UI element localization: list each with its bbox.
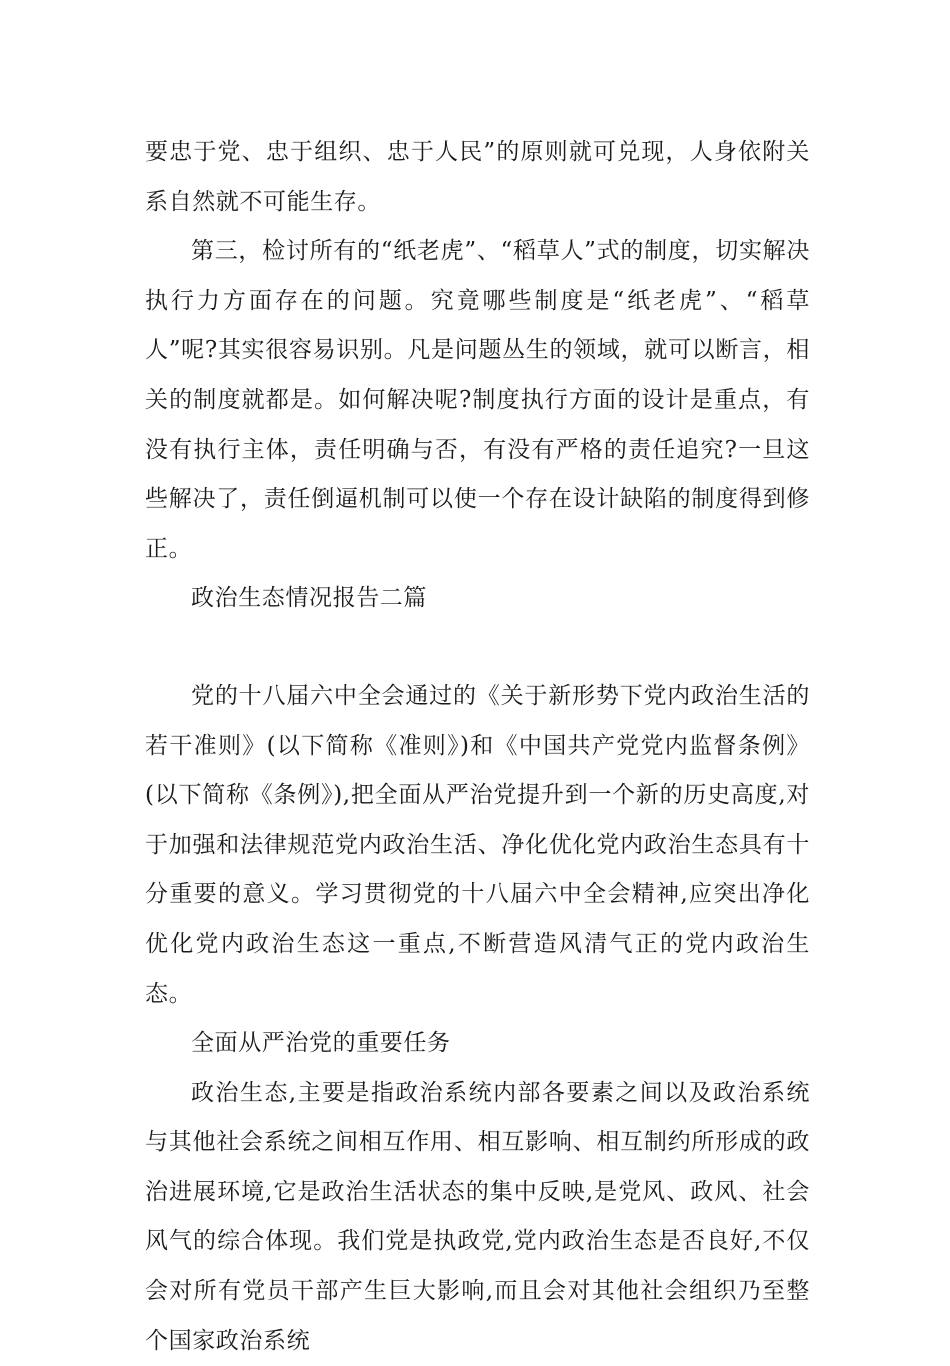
paragraph-intro: 党的十八届六中全会通过的《关于新形势下党内政治生活的若干准则》(以下简称《准则》)和《中国共产党党内监督条例》(以下简称《条例》),把全面从严治党提升到一个新的历史高度,对于加强和法律规范党内政治生活、净化优化党内政治生态具有十分重要的意义。学习贯彻党的十八届六中全会精神,应突出净化优化党内政治生态这一重点,不断营造风清气正的党内政治生态。	[145, 682, 810, 1007]
subsection-title: 全面从严治党的重要任务	[191, 1030, 451, 1057]
document-body	[145, 128, 810, 1366]
paragraph-political-ecology: 政治生态,主要是指政治系统内部各要素之间以及政治系统与其他社会系统之间相互作用、相互影响、相互制约所形成的政治进展环境,它是政治生活状态的集中反映,是党风、政风、社会风气的综合体现。我们党是执政党,党内政治生态是否良好,不仅会对所有党员干部产生巨大影响,而且会对其他社会组织乃至整个国家政治系统	[145, 1079, 810, 1354]
paragraph-continued: 要忠于党、忠于组织、忠于人民”的原则就可兑现，人身依附关系自然就不可能生存。	[145, 139, 810, 215]
blank-line	[145, 624, 810, 672]
paragraph-third-point: 第三，检讨所有的“纸老虎”、“稻草人”式的制度，切实解决执行力方面存在的问题。究竟哪些制度是“纸老虎”、“稻草人”呢?其实很容易识别。凡是问题丛生的领域，就可以断言，相关的制度就都是。如何解决呢?制度执行方面的设计是重点，有没有执行主体，责任明确与否，有没有严格的责任追究?一旦这些解决了，责任倒逼机制可以使一个存在设计缺陷的制度得到修正。	[145, 238, 810, 562]
section-title: 政治生态情况报告二篇	[191, 585, 427, 612]
